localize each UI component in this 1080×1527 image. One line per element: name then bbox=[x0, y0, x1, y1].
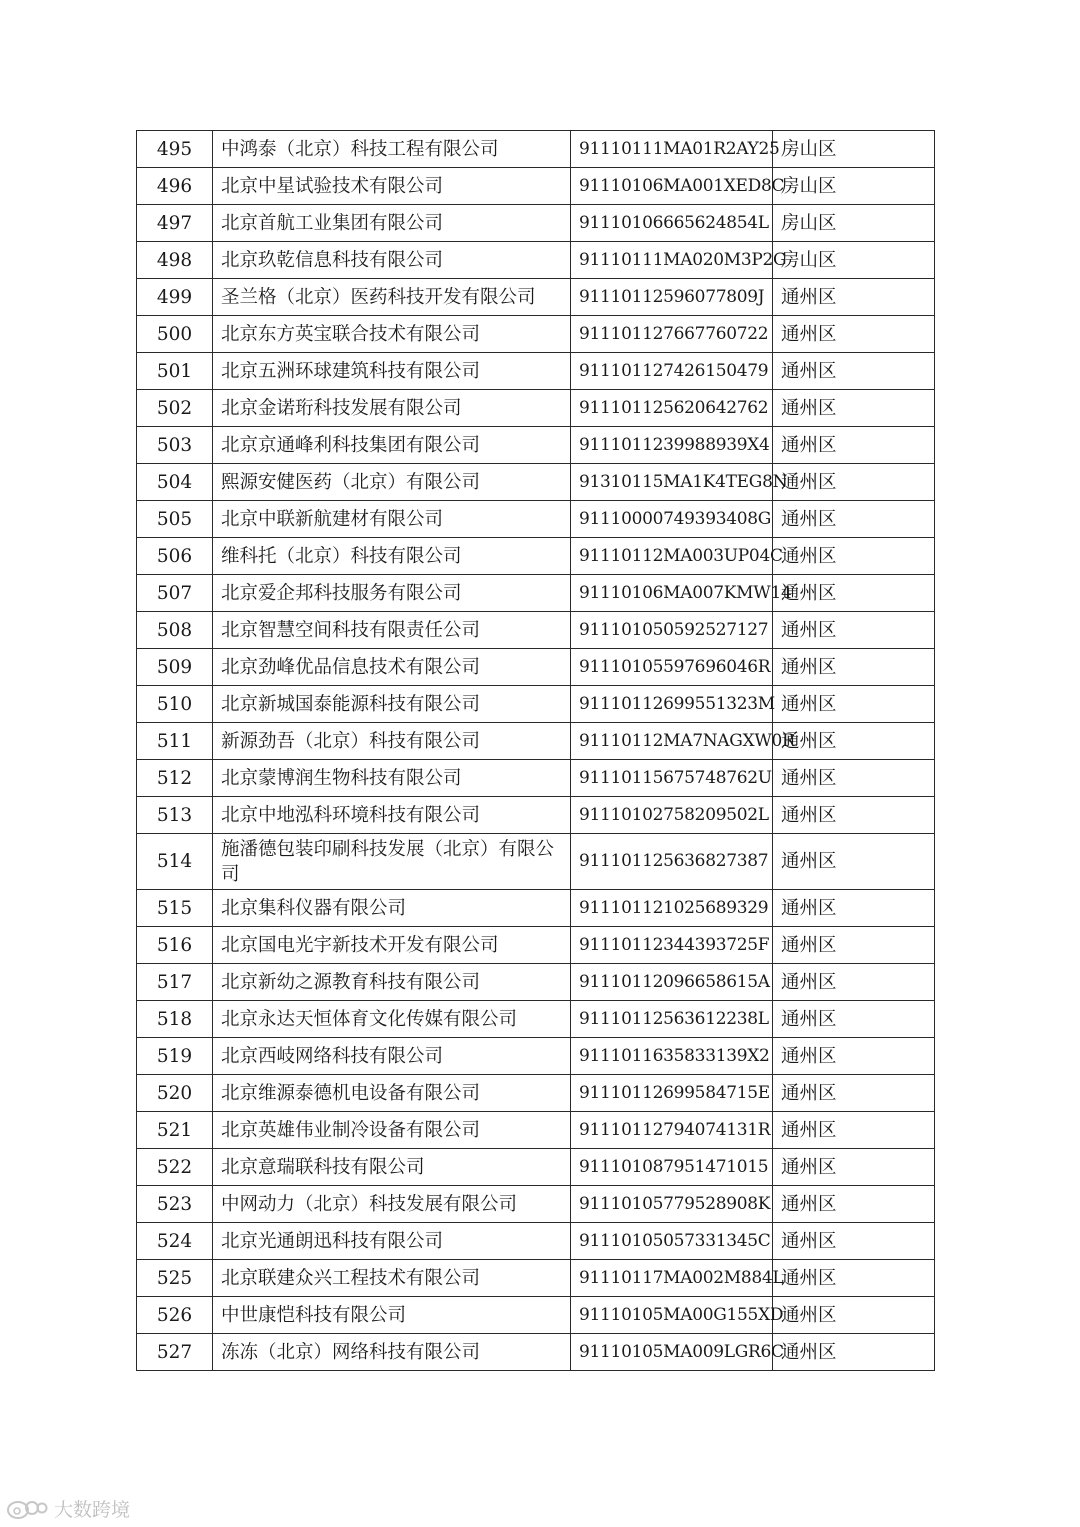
company-name: 冻冻（北京）网络科技有限公司 bbox=[213, 1334, 571, 1371]
credit-code: 911101125636827387 bbox=[571, 834, 773, 890]
table-row bbox=[137, 797, 935, 834]
row-number: 506 bbox=[137, 538, 213, 575]
table-row bbox=[137, 538, 935, 575]
credit-code: 91110112563612238L bbox=[571, 1001, 773, 1038]
row-number: 504 bbox=[137, 464, 213, 501]
row-number: 509 bbox=[137, 649, 213, 686]
district: 房山区 bbox=[773, 131, 935, 168]
table-body bbox=[137, 131, 935, 1371]
table-row bbox=[137, 168, 935, 205]
row-number: 510 bbox=[137, 686, 213, 723]
company-name: 北京蒙博润生物科技有限公司 bbox=[213, 760, 571, 797]
company-name: 中世康恺科技有限公司 bbox=[213, 1297, 571, 1334]
table-row bbox=[137, 1112, 935, 1149]
district: 通州区 bbox=[773, 612, 935, 649]
table-row bbox=[137, 760, 935, 797]
district: 通州区 bbox=[773, 1223, 935, 1260]
credit-code: 911101125620642762 bbox=[571, 390, 773, 427]
credit-code: 91110102758209502L bbox=[571, 797, 773, 834]
company-name: 北京西岐网络科技有限公司 bbox=[213, 1038, 571, 1075]
row-number: 521 bbox=[137, 1112, 213, 1149]
table-row bbox=[137, 205, 935, 242]
company-name: 北京东方英宝联合技术有限公司 bbox=[213, 316, 571, 353]
district: 通州区 bbox=[773, 649, 935, 686]
row-number: 520 bbox=[137, 1075, 213, 1112]
company-name: 北京智慧空间科技有限责任公司 bbox=[213, 612, 571, 649]
table-row bbox=[137, 649, 935, 686]
company-name: 北京玖乾信息科技有限公司 bbox=[213, 242, 571, 279]
table-row bbox=[137, 575, 935, 612]
credit-code: 91110112699584715E bbox=[571, 1075, 773, 1112]
credit-code: 91110112096658615A bbox=[571, 964, 773, 1001]
credit-code: 91110105MA00G155XD bbox=[571, 1297, 773, 1334]
company-list-table bbox=[136, 130, 935, 1371]
credit-code: 911101087951471015 bbox=[571, 1149, 773, 1186]
district: 通州区 bbox=[773, 1001, 935, 1038]
row-number: 513 bbox=[137, 797, 213, 834]
district: 通州区 bbox=[773, 927, 935, 964]
district: 通州区 bbox=[773, 1038, 935, 1075]
district: 通州区 bbox=[773, 834, 935, 890]
row-number: 514 bbox=[137, 834, 213, 890]
row-number: 496 bbox=[137, 168, 213, 205]
company-name: 新源劲吾（北京）科技有限公司 bbox=[213, 723, 571, 760]
watermark bbox=[6, 1493, 130, 1523]
row-number: 525 bbox=[137, 1260, 213, 1297]
company-name: 北京光通朗迅科技有限公司 bbox=[213, 1223, 571, 1260]
credit-code: 91110105057331345C bbox=[571, 1223, 773, 1260]
credit-code: 91110112596077809J bbox=[571, 279, 773, 316]
table-row bbox=[137, 1149, 935, 1186]
row-number: 511 bbox=[137, 723, 213, 760]
district: 通州区 bbox=[773, 964, 935, 1001]
district: 通州区 bbox=[773, 427, 935, 464]
district: 通州区 bbox=[773, 316, 935, 353]
district: 通州区 bbox=[773, 1149, 935, 1186]
row-number: 512 bbox=[137, 760, 213, 797]
district: 通州区 bbox=[773, 390, 935, 427]
credit-code: 91110105597696046R bbox=[571, 649, 773, 686]
table-row bbox=[137, 723, 935, 760]
credit-code: 911101050592527127 bbox=[571, 612, 773, 649]
company-name: 北京五洲环球建筑科技有限公司 bbox=[213, 353, 571, 390]
row-number: 503 bbox=[137, 427, 213, 464]
credit-code: 91110106MA007KMW14 bbox=[571, 575, 773, 612]
table-row bbox=[137, 464, 935, 501]
company-name: 北京中地泓科环境科技有限公司 bbox=[213, 797, 571, 834]
credit-code: 91110105779528908K bbox=[571, 1186, 773, 1223]
table-row bbox=[137, 1260, 935, 1297]
credit-code: 91110111MA020M3P2G bbox=[571, 242, 773, 279]
row-number: 502 bbox=[137, 390, 213, 427]
district: 通州区 bbox=[773, 686, 935, 723]
row-number: 524 bbox=[137, 1223, 213, 1260]
district: 通州区 bbox=[773, 464, 935, 501]
table-row bbox=[137, 316, 935, 353]
company-name: 北京意瑞联科技有限公司 bbox=[213, 1149, 571, 1186]
district: 通州区 bbox=[773, 1075, 935, 1112]
row-number: 523 bbox=[137, 1186, 213, 1223]
table-row bbox=[137, 927, 935, 964]
credit-code: 91110106MA001XED8C bbox=[571, 168, 773, 205]
weibo-logo-icon bbox=[6, 1495, 48, 1521]
company-name: 中网动力（北京）科技发展有限公司 bbox=[213, 1186, 571, 1223]
credit-code: 91110111MA01R2AY25 bbox=[571, 131, 773, 168]
row-number: 498 bbox=[137, 242, 213, 279]
district: 通州区 bbox=[773, 1334, 935, 1371]
table-row bbox=[137, 964, 935, 1001]
row-number: 497 bbox=[137, 205, 213, 242]
row-number: 519 bbox=[137, 1038, 213, 1075]
credit-code: 91110105MA009LGR6C bbox=[571, 1334, 773, 1371]
district: 通州区 bbox=[773, 501, 935, 538]
company-name: 圣兰格（北京）医药科技开发有限公司 bbox=[213, 279, 571, 316]
row-number: 527 bbox=[137, 1334, 213, 1371]
district: 房山区 bbox=[773, 242, 935, 279]
company-name: 北京京通峰利科技集团有限公司 bbox=[213, 427, 571, 464]
table-row bbox=[137, 279, 935, 316]
table-row bbox=[137, 390, 935, 427]
row-number: 500 bbox=[137, 316, 213, 353]
credit-code: 911101127426150479 bbox=[571, 353, 773, 390]
district: 通州区 bbox=[773, 279, 935, 316]
row-number: 505 bbox=[137, 501, 213, 538]
credit-code: 91110112MA7NAGXW0R bbox=[571, 723, 773, 760]
row-number: 522 bbox=[137, 1149, 213, 1186]
company-name: 北京新幼之源教育科技有限公司 bbox=[213, 964, 571, 1001]
credit-code: 911101121025689329 bbox=[571, 890, 773, 927]
company-name: 北京集科仪器有限公司 bbox=[213, 890, 571, 927]
credit-code: 91310115MA1K4TEG8N bbox=[571, 464, 773, 501]
credit-code: 91110112699551323M bbox=[571, 686, 773, 723]
company-name: 北京金诺珩科技发展有限公司 bbox=[213, 390, 571, 427]
district: 通州区 bbox=[773, 1186, 935, 1223]
district: 通州区 bbox=[773, 797, 935, 834]
table-row bbox=[137, 834, 935, 890]
district: 通州区 bbox=[773, 538, 935, 575]
district: 通州区 bbox=[773, 1112, 935, 1149]
table-row bbox=[137, 1297, 935, 1334]
district: 房山区 bbox=[773, 168, 935, 205]
company-name: 北京英雄伟业制冷设备有限公司 bbox=[213, 1112, 571, 1149]
watermark-text: 大数跨境 bbox=[54, 1498, 131, 1521]
row-number: 518 bbox=[137, 1001, 213, 1038]
row-number: 526 bbox=[137, 1297, 213, 1334]
table-row bbox=[137, 890, 935, 927]
company-name: 北京爱企邦科技服务有限公司 bbox=[213, 575, 571, 612]
company-name: 北京劲峰优品信息技术有限公司 bbox=[213, 649, 571, 686]
table-row bbox=[137, 427, 935, 464]
table-row bbox=[137, 1001, 935, 1038]
credit-code: 9111011239988939X4 bbox=[571, 427, 773, 464]
district: 通州区 bbox=[773, 760, 935, 797]
company-name: 北京国电光宇新技术开发有限公司 bbox=[213, 927, 571, 964]
row-number: 507 bbox=[137, 575, 213, 612]
table-row bbox=[137, 1186, 935, 1223]
district: 房山区 bbox=[773, 205, 935, 242]
company-name: 北京首航工业集团有限公司 bbox=[213, 205, 571, 242]
credit-code: 9111011635833139X2 bbox=[571, 1038, 773, 1075]
row-number: 515 bbox=[137, 890, 213, 927]
credit-code: 91110115675748762U bbox=[571, 760, 773, 797]
company-name: 北京新城国泰能源科技有限公司 bbox=[213, 686, 571, 723]
credit-code: 91110112794074131R bbox=[571, 1112, 773, 1149]
district: 通州区 bbox=[773, 1297, 935, 1334]
table-row bbox=[137, 353, 935, 390]
row-number: 501 bbox=[137, 353, 213, 390]
table-row bbox=[137, 501, 935, 538]
credit-code: 91110106665624854L bbox=[571, 205, 773, 242]
table-row bbox=[137, 242, 935, 279]
table-row bbox=[137, 1223, 935, 1260]
district: 通州区 bbox=[773, 353, 935, 390]
table-row bbox=[137, 686, 935, 723]
company-name: 中鸿泰（北京）科技工程有限公司 bbox=[213, 131, 571, 168]
row-number: 516 bbox=[137, 927, 213, 964]
company-name: 熙源安健医药（北京）有限公司 bbox=[213, 464, 571, 501]
table-row bbox=[137, 1075, 935, 1112]
company-name: 北京中星试验技术有限公司 bbox=[213, 168, 571, 205]
company-name: 维科托（北京）科技有限公司 bbox=[213, 538, 571, 575]
district: 通州区 bbox=[773, 1260, 935, 1297]
district: 通州区 bbox=[773, 723, 935, 760]
district: 通州区 bbox=[773, 890, 935, 927]
row-number: 517 bbox=[137, 964, 213, 1001]
credit-code: 911101127667760722 bbox=[571, 316, 773, 353]
credit-code: 91110117MA002M884L bbox=[571, 1260, 773, 1297]
credit-code: 91110000749393408G bbox=[571, 501, 773, 538]
row-number: 495 bbox=[137, 131, 213, 168]
table-row bbox=[137, 1334, 935, 1371]
credit-code: 91110112344393725F bbox=[571, 927, 773, 964]
credit-code: 91110112MA003UP04C bbox=[571, 538, 773, 575]
company-name: 北京中联新航建材有限公司 bbox=[213, 501, 571, 538]
company-name: 北京永达天恒体育文化传媒有限公司 bbox=[213, 1001, 571, 1038]
company-name: 施潘德包装印刷科技发展（北京）有限公司 bbox=[213, 834, 571, 890]
table-row bbox=[137, 131, 935, 168]
row-number: 508 bbox=[137, 612, 213, 649]
company-name: 北京维源泰德机电设备有限公司 bbox=[213, 1075, 571, 1112]
company-name: 北京联建众兴工程技术有限公司 bbox=[213, 1260, 571, 1297]
district: 通州区 bbox=[773, 575, 935, 612]
table-row bbox=[137, 612, 935, 649]
row-number: 499 bbox=[137, 279, 213, 316]
table-row bbox=[137, 1038, 935, 1075]
